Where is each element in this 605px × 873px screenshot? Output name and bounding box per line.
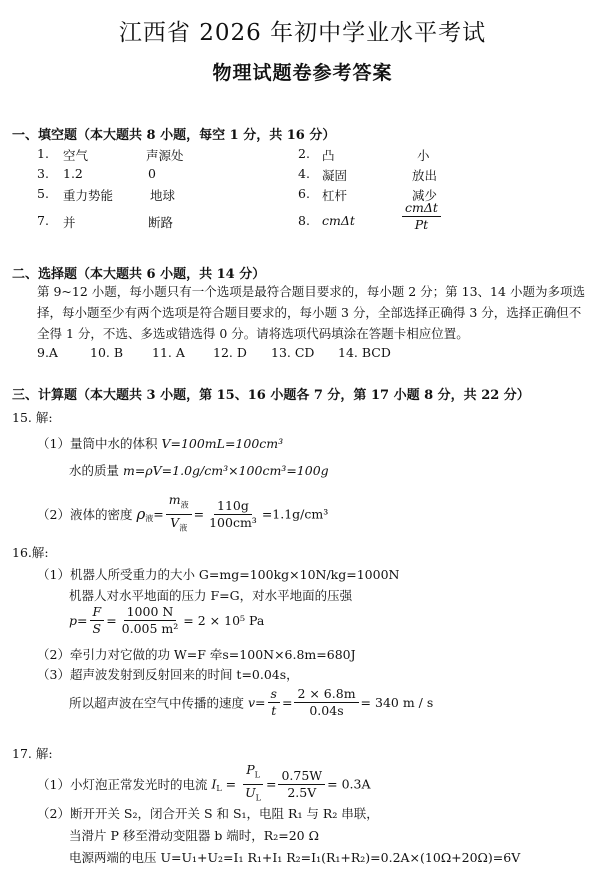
q16-p1-line2: 机器人对水平地面的压力 F=G，对水平地面的压强 <box>69 588 353 603</box>
q17-p1-res: = 0.3A <box>327 776 371 792</box>
s1-q8-b-num: cmΔt <box>402 200 441 217</box>
q15-p1-label: （1）量筒中水的体积 <box>37 436 162 451</box>
q16-p3-num: 2 × 6.8m <box>294 686 358 703</box>
exam-title: 江西省 2026 年初中学业水平考试 <box>118 20 487 46</box>
q17-p1-I-sub: L <box>216 784 222 793</box>
q16-p3-formula: 所以超声波在空气中传播的速度 v= $\frac{s}{t}$ = $\frac{2 \times 6.8m}{0.04s}$ = 340 m / s <box>69 686 434 718</box>
s1-q7-num: 7. <box>37 213 49 228</box>
q15-p2-num2: 110g <box>214 498 252 515</box>
q16-p3-t: t <box>271 703 277 718</box>
q15-part1 <box>37 434 283 452</box>
q15-p1-mass-label: 水的质量 <box>69 463 123 478</box>
q15-part2: （2）液体的密度 $\rho_液=$ $\frac{m_液}{V_液}$ = $\frac{110g}{\text{100cm³}}$ =1.1g/cm³ <box>37 492 329 532</box>
s1-q1-b: 声源处 <box>146 148 184 163</box>
s1-q5-b: 地球 <box>150 188 176 203</box>
section2-rule: 第 9~12 小题，每小题只有一个选项是最符合题目要求的，每小题 2 分；第 13、14 小题为多项选择，每小题至少有两个选项是符合题目要求的，每小题 3 分，全部选择正确得 3 分，选择正确但不全得 1 分，不选、多选或错选得 0 分。请将选项代码填涂在答题卡相应位置。 <box>37 284 585 341</box>
q15-p2-num-m: m <box>168 492 181 507</box>
exam-subtitle: 物理试题卷参考答案 <box>212 62 393 84</box>
q15-part1-mass <box>69 461 329 479</box>
s1-q2-a: 凸 <box>322 148 335 163</box>
s1-q6-num: 6. <box>298 186 310 201</box>
q16-label: 16.解: <box>12 545 49 560</box>
q16-p1-res: = 2 × 10⁵ Pa <box>183 613 265 628</box>
q15-p2-label: （2）液体的密度 <box>37 507 137 522</box>
q15-p2-rho: ρ <box>136 505 146 523</box>
q17-p1-num2: 0.75W <box>278 768 325 785</box>
section1-heading: 一、填空题（本大题共 8 小题，每空 1 分，共 16 分） <box>12 128 336 143</box>
section2-heading: 二、选择题（本大题共 6 小题，共 14 分） <box>12 267 266 282</box>
s1-q2-b: 小 <box>417 148 430 163</box>
s1-q2-num: 2. <box>298 146 310 161</box>
q17-label: 17. 解: <box>12 746 53 761</box>
s1-q4-num: 4. <box>298 166 310 181</box>
s2-answer-12: 12. D <box>213 345 247 360</box>
q15-p2-den2: 100cm³ <box>209 514 257 530</box>
q16-p3-den: 0.04s <box>309 703 344 718</box>
q15-label: 15. 解: <box>12 410 53 425</box>
q16-p1-F: F <box>90 604 105 621</box>
q17-p2-line1: （2）断开开关 S₂，闭合开关 S 和 S₁，电阻 R₁ 与 R₂ 串联， <box>37 806 379 821</box>
s2-answer-10: 10. B <box>90 345 124 360</box>
s1-q4-a: 凝固 <box>322 168 348 183</box>
q15-p1-mass-expr: m=ρV=1.0g/cm³×100cm³=100g <box>122 463 329 478</box>
s1-q8-num: 8. <box>298 213 310 228</box>
q17-p2-line2: 当滑片 P 移至滑动变阻器 b 端时，R₂=20 Ω <box>69 828 319 843</box>
s1-q5-num: 5. <box>37 186 49 201</box>
q15-p2-num-sub: 液 <box>180 500 189 510</box>
s1-q7-a: 并 <box>63 215 76 230</box>
s1-q5-a: 重力势能 <box>63 188 114 203</box>
q16-p3-s: s <box>268 686 280 703</box>
s1-q7-b: 断路 <box>148 215 174 230</box>
q16-p3-line2: 所以超声波在空气中传播的速度 <box>69 695 248 711</box>
section3-heading: 三、计算题（本大题共 3 小题，第 15、16 小题各 7 分，第 17 小题 8 分，共 22 分） <box>12 388 530 403</box>
q16-p1-formula: p= $\frac{F}{S}$ = $\frac{1000 N}{\text{0.005 m²}}$ = 2 × 10⁵ Pa <box>69 604 265 636</box>
q16-p3-v: v <box>247 695 256 710</box>
q16-p2: （2）牵引力对它做的功 W=F 牵s=100N×6.8m=680J <box>37 647 356 662</box>
q15-p2-rho-sub: 液 <box>145 514 154 523</box>
q17-p2-line3: 电源两端的电压 U=U₁+U₂=I₁ R₁+I₁ R₂=I₁(R₁+R₂)=0.2A×(10Ω+20Ω)=6V <box>69 850 521 865</box>
s1-q1-num: 1. <box>37 146 49 161</box>
s1-q3-b: 0 <box>148 166 156 181</box>
q15-p1-expr: V=100mL=100cm³ <box>161 436 284 451</box>
q16-p1-S: S <box>92 621 102 636</box>
q16-p1-line1: （1）机器人所受重力的大小 G=mg=100kg×10N/kg=1000N <box>37 567 400 582</box>
q16-p1-p: p <box>69 613 78 628</box>
s1-q6-a: 杠杆 <box>322 188 348 203</box>
q17-p1-den-sub: L <box>255 793 261 802</box>
s1-q1-a: 空气 <box>63 148 89 163</box>
s2-answer-11: 11. A <box>152 345 185 360</box>
q17-p1-num-sub: L <box>254 770 260 780</box>
s1-q6-b: 减少 <box>412 188 438 203</box>
s1-q8-b-fraction <box>400 200 443 233</box>
s1-q8-b-den: Pt <box>414 217 429 232</box>
s2-answer-9: 9.A <box>37 345 58 360</box>
s2-answer-13: 13. CD <box>271 345 315 360</box>
q17-p1-I: I <box>211 776 217 792</box>
q16-p3-line1: （3）超声波发射到反射回来的时间 t=0.04s， <box>37 667 299 682</box>
q15-p2-den-sub: 液 <box>179 523 188 532</box>
s1-q8-a: cmΔt <box>322 213 355 228</box>
s1-q3-a: 1.2 <box>63 166 83 181</box>
q16-p1-eq: = <box>77 613 88 628</box>
q17-p1-num: P <box>246 762 255 777</box>
q16-p1-den: 0.005 m² <box>121 621 179 636</box>
q16-p1-num: 1000 N <box>124 604 177 621</box>
q16-p3-eq: = <box>255 695 266 710</box>
q17-p1-label: （1）小灯泡正常发光时的电流 <box>37 777 212 792</box>
q16-p3-res: = 340 m / s <box>360 695 434 710</box>
q17-p1-den: U <box>245 784 256 800</box>
q15-p2-den-v: V <box>170 514 180 530</box>
q17-p1-den2: 2.5V <box>287 784 317 800</box>
s1-q4-b: 放出 <box>412 168 438 183</box>
q15-p2-eq: = <box>153 506 164 522</box>
s2-answer-14: 14. BCD <box>338 345 391 360</box>
q15-p2-result: =1.1g/cm³ <box>261 506 329 522</box>
q17-part1: （1）小灯泡正常发光时的电流 $I_L$ = $\frac{P_L}{U_L}$ = $\frac{0.75W}{2.5V}$ = 0.3A <box>37 762 371 802</box>
s1-q3-num: 3. <box>37 166 49 181</box>
